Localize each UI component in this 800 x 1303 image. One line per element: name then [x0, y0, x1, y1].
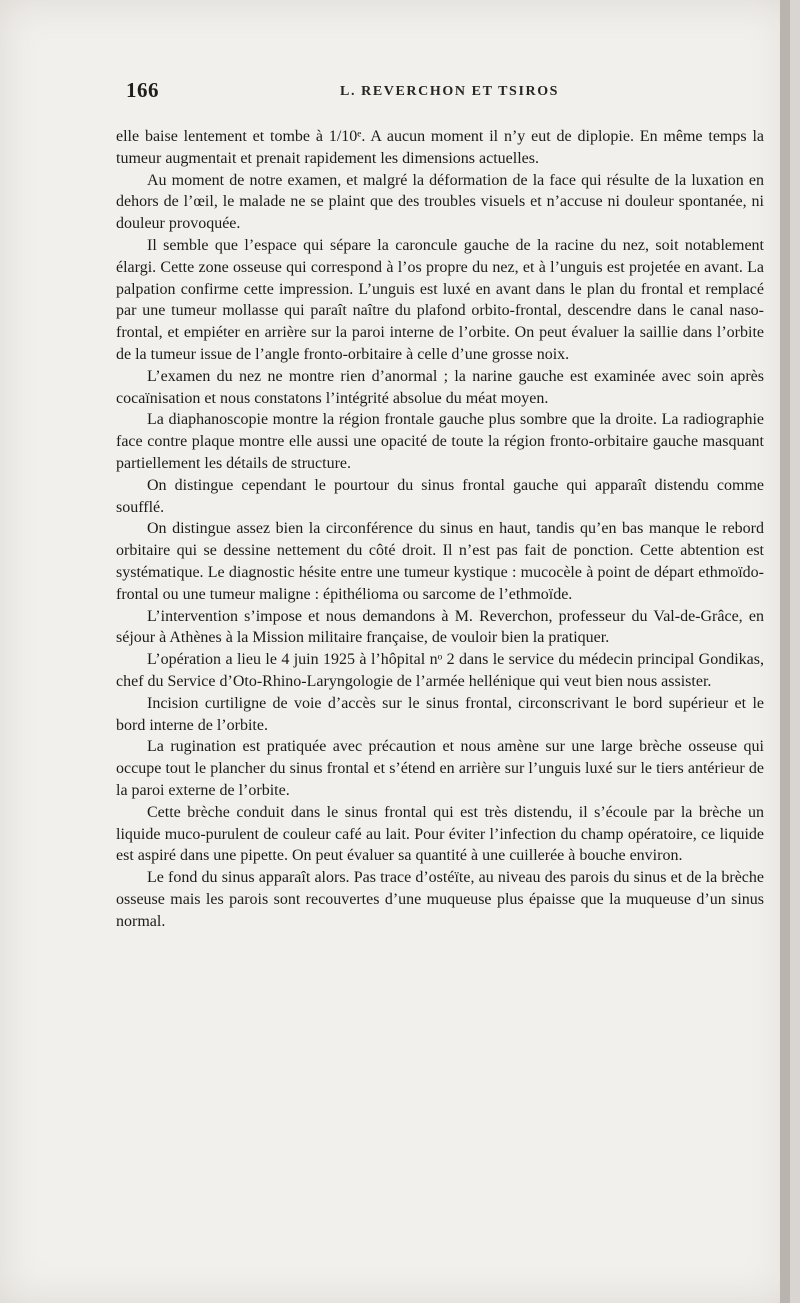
body-text — [116, 126, 764, 932]
running-head: L. REVERCHON ET TSIROS — [340, 84, 560, 99]
paragraph: On distingue assez bien la circonférence du sinus en haut, tandis qu’en bas manque le rebord orbitaire qui se dessine nettement du côté droit. Il n’est pas fait de ponction. Cette abtention est systématique. Le diagnostic hésite entre une tumeur kystique : mucocèle à point de départ ethmoïdo-frontal ou une tumeur maligne : épithélioma ou sarcome de l’ethmoïde. — [116, 520, 764, 603]
page-edge — [780, 0, 790, 1303]
page-number: 166 — [126, 78, 159, 102]
paragraph: elle baise lentement et tombe à 1/10ᵉ. A aucun moment il n’y eut de diplopie. En même temps la tumeur augmentait et prenait rapidement les dimensions actuelles. — [116, 128, 764, 167]
paragraph: Au moment de notre examen, et malgré la déformation de la face qui résulte de la luxation en dehors de l’œil, le malade ne se plaint que des troubles visuels et n’accuse ni douleur spontanée, ni douleur provoquée. — [116, 171, 764, 233]
paragraph: L’intervention s’impose et nous demandons à M. Reverchon, professeur du Val-de-Grâce, en séjour à Athènes à la Mission militaire française, de vouloir bien la pratiquer. — [116, 607, 764, 647]
paragraph: Le fond du sinus apparaît alors. Pas trace d’ostéïte, au niveau des parois du sinus et de la brèche osseuse mais les parois sont recouvertes d’une muqueuse plus épaisse que la muqueuse d’un sinus normal. — [116, 869, 764, 930]
paragraph: L’opération a lieu le 4 juin 1925 à l’hôpital nᵒ 2 dans le service du médecin principal Gondikas, chef du Service d’Oto-Rhino-Laryngologie de l’armée hellénique qui veut bien nous assister. — [116, 651, 764, 690]
paragraph: Cette brèche conduit dans le sinus frontal qui est très distendu, il s’écoule par la brèche un liquide muco-purulent de couleur café au lait. Pour éviter l’infection du champ opératoire, ce liquide est aspiré dans une pipette. On peut évaluer sa quantité à une cuillerée à bouche environ. — [116, 803, 764, 865]
paragraph: L’examen du nez ne montre rien d’anormal ; la narine gauche est examinée avec soin après cocaïnisation et nous constatons l’intégrité absolue du méat moyen. — [116, 367, 764, 407]
page-header — [118, 78, 688, 108]
paragraph: Il semble que l’espace qui sépare la caroncule gauche de la racine du nez, soit notablement élargi. Cette zone osseuse qui correspond à l’os propre du nez, et à l’unguis est projetée en avant. La palpation confirme cette impression. L’unguis est luxé en avant dans le plan du frontal et remplacé par une tumeur mollasse qui paraît naître du plafond orbito-frontal, descendre dans le canal naso-frontal, et empiéter en arrière sur la paroi interne de l’orbite. On peut évaluer la saillie dans l’orbite de la tumeur issue de l’angle fronto-orbitaire à celle d’une grosse noix. — [116, 236, 764, 363]
paragraph: Incision curtiligne de voie d’accès sur le sinus frontal, circonscrivant le bord supérieur et le bord interne de l’orbite. — [116, 694, 764, 734]
paragraph: La rugination est pratiquée avec précaution et nous amène sur une large brèche osseuse qui occupe tout le plancher du sinus frontal et s’étend en arrière sur l’unguis luxé sur le tiers antérieur de la paroi externe de l’orbite. — [116, 738, 764, 799]
paragraph: On distingue cependant le pourtour du sinus frontal gauche qui apparaît distendu comme soufflé. — [116, 476, 764, 516]
paragraph: La diaphanoscopie montre la région frontale gauche plus sombre que la droite. La radiographie face contre plaque montre elle aussi une opacité de toute la région fronto-orbitaire gauche masquant partiellement les détails de structure. — [116, 411, 764, 472]
